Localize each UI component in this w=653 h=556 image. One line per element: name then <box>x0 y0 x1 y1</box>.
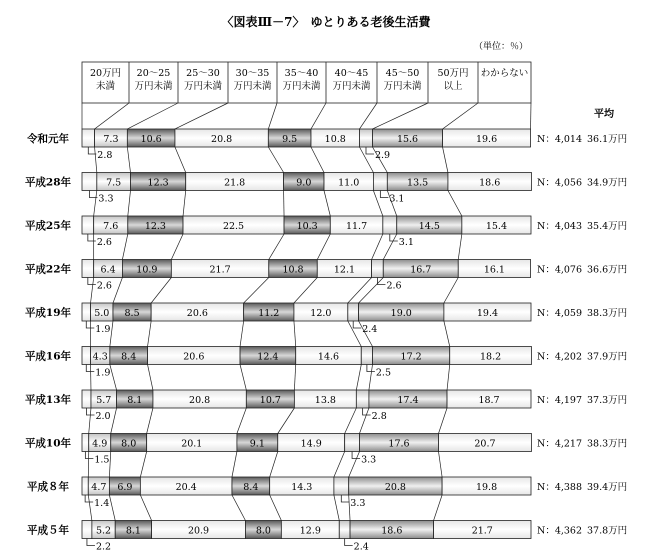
legend-label: 万円未満 <box>383 80 422 92</box>
segment-connector <box>94 191 97 217</box>
segment-connector <box>439 408 448 434</box>
segment-connector <box>458 234 462 260</box>
bar-segment <box>82 521 92 539</box>
segment-connector <box>128 191 131 217</box>
data-label: 12.4 <box>257 352 278 363</box>
segment-connector <box>122 234 127 260</box>
legend-label: 未満 <box>96 80 116 92</box>
callout-line <box>85 452 93 459</box>
segment-connector <box>345 408 357 434</box>
data-label: 20.4 <box>176 482 197 493</box>
data-label: 8.5 <box>125 308 140 319</box>
data-label: 19.6 <box>476 134 497 145</box>
average-value: 38.3万円 <box>587 308 627 319</box>
legend-label: 45～50 <box>386 68 420 79</box>
data-label: 3.3 <box>98 194 113 205</box>
data-label: 1.4 <box>94 498 109 509</box>
segment-connector <box>151 278 171 304</box>
segment-connector <box>148 365 153 391</box>
data-label: 3.3 <box>361 455 376 466</box>
legend-label: 万円未満 <box>332 80 371 92</box>
data-label: 11.7 <box>346 221 367 232</box>
data-label: 20.6 <box>187 308 208 319</box>
data-label: 8.4 <box>243 482 258 493</box>
segment-connector <box>324 191 330 217</box>
bar-segment <box>356 390 369 408</box>
data-label: 14.5 <box>419 221 440 232</box>
segment-connector <box>127 147 130 173</box>
segment-connector <box>109 495 115 521</box>
data-label: 17.4 <box>397 395 418 406</box>
data-label: 21.8 <box>224 178 245 189</box>
data-label: 8.0 <box>256 526 271 537</box>
bar-segment <box>82 260 94 278</box>
legend-label: 20万円 <box>90 68 121 79</box>
data-label: 20.9 <box>188 526 209 537</box>
legend <box>82 62 531 129</box>
data-label: 2.2 <box>96 542 111 553</box>
data-label: 7.3 <box>103 134 118 145</box>
data-label: 4.9 <box>92 439 107 450</box>
data-label: 9.1 <box>250 439 265 450</box>
data-label: 12.3 <box>145 221 166 232</box>
data-label: 20.7 <box>474 439 495 450</box>
data-label: 2.6 <box>97 281 112 292</box>
category-label: 平成28年 <box>25 176 72 189</box>
category-label: 平成22年 <box>25 263 72 276</box>
data-label: 13.8 <box>315 395 336 406</box>
data-label: 21.7 <box>209 265 230 276</box>
segment-connector <box>447 365 450 391</box>
segment-connector <box>359 278 384 304</box>
data-label: 18.6 <box>479 178 500 189</box>
bar-segment <box>82 129 95 147</box>
bar-segment <box>373 173 387 191</box>
bar-segment <box>82 303 91 321</box>
data-label: 10.3 <box>297 221 318 232</box>
data-label: 11.0 <box>338 178 359 189</box>
n-value: N：4,388 <box>537 482 582 493</box>
data-label: 12.1 <box>334 265 355 276</box>
data-label: 15.6 <box>397 134 418 145</box>
data-label: 22.5 <box>223 221 244 232</box>
segment-connector <box>349 452 360 478</box>
n-value: N：4,059 <box>537 308 582 319</box>
data-label: 3.1 <box>399 237 414 248</box>
bar-segment <box>383 216 397 234</box>
category-label: 平成25年 <box>25 219 72 232</box>
segment-connector <box>311 147 324 173</box>
segment-connector <box>448 191 462 217</box>
segment-connector <box>111 408 117 434</box>
data-label: 2.4 <box>362 324 377 335</box>
data-label: 16.1 <box>484 265 505 276</box>
segment-connector <box>113 278 122 304</box>
data-label: 19.8 <box>476 482 497 493</box>
segment-connector <box>232 495 245 521</box>
segment-connector <box>373 191 382 217</box>
data-label: 7.6 <box>103 221 118 232</box>
data-label: 1.9 <box>95 324 110 335</box>
data-label: 9.5 <box>282 134 297 145</box>
data-label: 11.2 <box>258 308 279 319</box>
data-label: 21.7 <box>472 526 493 537</box>
legend-connector <box>268 103 277 129</box>
segment-connector <box>278 408 295 434</box>
data-label: 16.7 <box>410 265 431 276</box>
average-header: 平均 <box>594 107 614 120</box>
segment-connector <box>147 408 153 434</box>
data-label: 10.9 <box>136 265 157 276</box>
chart-title: 〈図表Ⅲ－7〉 ゆとりある老後生活費 <box>222 14 432 29</box>
segment-connector <box>89 408 91 434</box>
legend-connector <box>359 103 377 129</box>
legend-label: 50万円 <box>437 68 468 79</box>
data-label: 1.5 <box>94 455 109 466</box>
segment-connector <box>148 321 152 347</box>
data-label: 18.6 <box>381 526 402 537</box>
data-label: 12.3 <box>148 178 169 189</box>
segment-connector <box>294 365 295 391</box>
segment-connector <box>443 147 448 173</box>
bar-segment <box>82 477 88 495</box>
data-label: 2.6 <box>97 237 112 248</box>
legend-label: 25～30 <box>186 68 220 79</box>
bar-segment <box>339 521 350 539</box>
legend-connector <box>311 103 326 129</box>
callout-line <box>367 365 375 372</box>
segment-connector <box>237 408 246 434</box>
data-label: 12.9 <box>300 526 321 537</box>
category-label: 平成19年 <box>25 306 72 319</box>
segment-connector <box>140 452 146 478</box>
legend-connector <box>95 103 129 129</box>
data-label: 8.1 <box>127 395 142 406</box>
data-label: 1.9 <box>95 368 110 379</box>
average-value: 35.4万円 <box>587 221 627 232</box>
data-label: 20.8 <box>385 482 406 493</box>
category-label: 平成16年 <box>25 350 72 363</box>
segment-connector <box>294 278 317 304</box>
average-value: 39.4万円 <box>587 482 627 493</box>
segment-connector <box>175 147 186 173</box>
legend-label: 30～35 <box>236 68 270 79</box>
segment-connector <box>334 452 345 478</box>
segment-connector <box>110 365 117 391</box>
segment-connector <box>444 278 458 304</box>
data-label: 3.3 <box>350 498 365 509</box>
bar-segment <box>82 173 97 191</box>
legend-label: 40～45 <box>335 68 369 79</box>
data-label: 12.0 <box>310 308 331 319</box>
data-label: 2.0 <box>95 411 110 422</box>
segment-connector <box>109 452 110 478</box>
legend-label: 以上 <box>443 80 463 92</box>
data-label: 8.4 <box>121 352 136 363</box>
data-label: 18.7 <box>478 395 499 406</box>
data-label: 20.6 <box>183 352 204 363</box>
segment-connector <box>183 191 186 217</box>
data-label: 13.5 <box>407 178 428 189</box>
n-value: N：4,043 <box>537 221 582 232</box>
segment-connector <box>88 495 92 521</box>
average-value: 37.3万円 <box>587 395 627 406</box>
segment-connector <box>356 365 361 391</box>
segment-connector <box>348 278 372 304</box>
segment-connector <box>317 234 330 260</box>
legend-label: わからない <box>481 68 529 79</box>
callout-line <box>87 539 95 546</box>
bar-segment <box>82 390 91 408</box>
data-label: 8.0 <box>121 439 136 450</box>
data-label: 14.3 <box>291 482 312 493</box>
callout-line <box>377 278 385 285</box>
callout-line <box>88 234 96 241</box>
data-label: 5.2 <box>96 526 111 537</box>
data-label: 20.8 <box>211 134 232 145</box>
category-label: 平成８年 <box>27 480 69 493</box>
segment-connector <box>244 278 269 304</box>
callout-line <box>88 278 96 285</box>
segment-connector <box>294 321 296 347</box>
data-label: 17.2 <box>401 352 422 363</box>
segment-connector <box>439 452 443 478</box>
n-value: N：4,056 <box>537 178 582 189</box>
bar-segment <box>348 303 359 321</box>
data-label: 4.7 <box>91 482 106 493</box>
segment-connector <box>240 365 246 391</box>
legend-label: 20～25 <box>137 68 171 79</box>
data-label: 19.4 <box>477 308 498 319</box>
unit-note: （単位：％） <box>474 40 528 52</box>
segment-connector <box>369 365 373 391</box>
data-label: 7.5 <box>106 178 121 189</box>
data-label: 20.1 <box>181 439 202 450</box>
n-value: N：4,362 <box>537 526 582 537</box>
data-label: 2.5 <box>376 368 391 379</box>
average-value: 38.3万円 <box>587 439 627 450</box>
data-label: 6.9 <box>117 482 132 493</box>
legend-label: 万円未満 <box>233 80 272 92</box>
data-label: 5.7 <box>96 395 111 406</box>
data-label: 10.6 <box>141 134 162 145</box>
segment-connector <box>171 234 183 260</box>
segment-connector <box>232 452 237 478</box>
segment-connector <box>270 452 278 478</box>
segment-connector <box>359 147 373 173</box>
segment-connector <box>240 321 244 347</box>
callout-line <box>345 539 353 546</box>
data-label: 19.0 <box>391 308 412 319</box>
data-label: 5.0 <box>94 308 109 319</box>
legend-label: 万円未満 <box>184 80 223 92</box>
average-value: 34.9万円 <box>587 178 627 189</box>
data-label: 2.6 <box>386 281 401 292</box>
data-label: 10.8 <box>282 265 303 276</box>
data-label: 14.6 <box>318 352 339 363</box>
bar-segment <box>372 260 384 278</box>
data-label: 18.2 <box>480 352 501 363</box>
legend-connector <box>373 103 429 129</box>
segment-connector <box>348 321 361 347</box>
legend-label: 35～40 <box>285 68 319 79</box>
legend-connector <box>127 103 178 129</box>
segment-connector <box>444 321 450 347</box>
data-label: 4.3 <box>93 352 108 363</box>
average-value: 36.6万円 <box>587 265 627 276</box>
data-label: 15.4 <box>486 221 507 232</box>
legend-label: 万円未満 <box>282 80 321 92</box>
segment-connector <box>270 495 282 521</box>
data-label: 9.0 <box>296 178 311 189</box>
callout-line <box>380 191 388 198</box>
segment-connector <box>91 278 94 304</box>
n-value: N：4,076 <box>537 265 582 276</box>
callout-line <box>341 495 349 502</box>
category-label: 平成13年 <box>25 393 72 406</box>
segment-connector <box>268 147 283 173</box>
bar-segment <box>82 216 94 234</box>
segment-connector <box>359 408 368 434</box>
bar-segment <box>345 434 360 452</box>
data-label: 10.8 <box>325 134 346 145</box>
bar-segment <box>82 434 89 452</box>
data-label: 2.4 <box>354 542 369 553</box>
segment-connector <box>334 495 339 521</box>
data-label: 14.9 <box>301 439 322 450</box>
bar-segment <box>82 347 91 365</box>
data-label: 10.7 <box>260 395 281 406</box>
n-value: N：4,217 <box>537 439 582 450</box>
segment-connector <box>140 495 151 521</box>
data-label: 2.8 <box>97 150 112 161</box>
data-label: 3.1 <box>389 194 404 205</box>
bar-segment <box>334 477 349 495</box>
legend-connector <box>175 103 228 129</box>
side-labels <box>25 132 627 537</box>
data-label: 17.6 <box>388 439 409 450</box>
segment-connector <box>372 234 383 260</box>
legend-label: 万円未満 <box>134 80 173 92</box>
n-value: N：4,014 <box>537 134 582 145</box>
category-label: 平成５年 <box>27 524 69 537</box>
category-label: 平成10年 <box>25 437 72 450</box>
bar-segment <box>361 347 372 365</box>
category-label: 令和元年 <box>26 132 69 145</box>
data-label: 8.1 <box>126 526 141 537</box>
n-value: N：4,202 <box>537 352 582 363</box>
data-label: 2.8 <box>372 411 387 422</box>
callout-line <box>353 321 361 328</box>
n-value: N：4,197 <box>537 395 582 406</box>
segment-connector <box>434 495 443 521</box>
average-value: 37.8万円 <box>587 526 627 537</box>
average-value: 36.1万円 <box>587 134 627 145</box>
average-value: 37.9万円 <box>587 352 627 363</box>
bar-segment <box>359 129 372 147</box>
legend-connector <box>443 103 478 129</box>
data-label: 20.8 <box>189 395 210 406</box>
segment-connector <box>269 234 284 260</box>
data-label: 2.9 <box>375 150 390 161</box>
data-label: 6.4 <box>100 265 115 276</box>
